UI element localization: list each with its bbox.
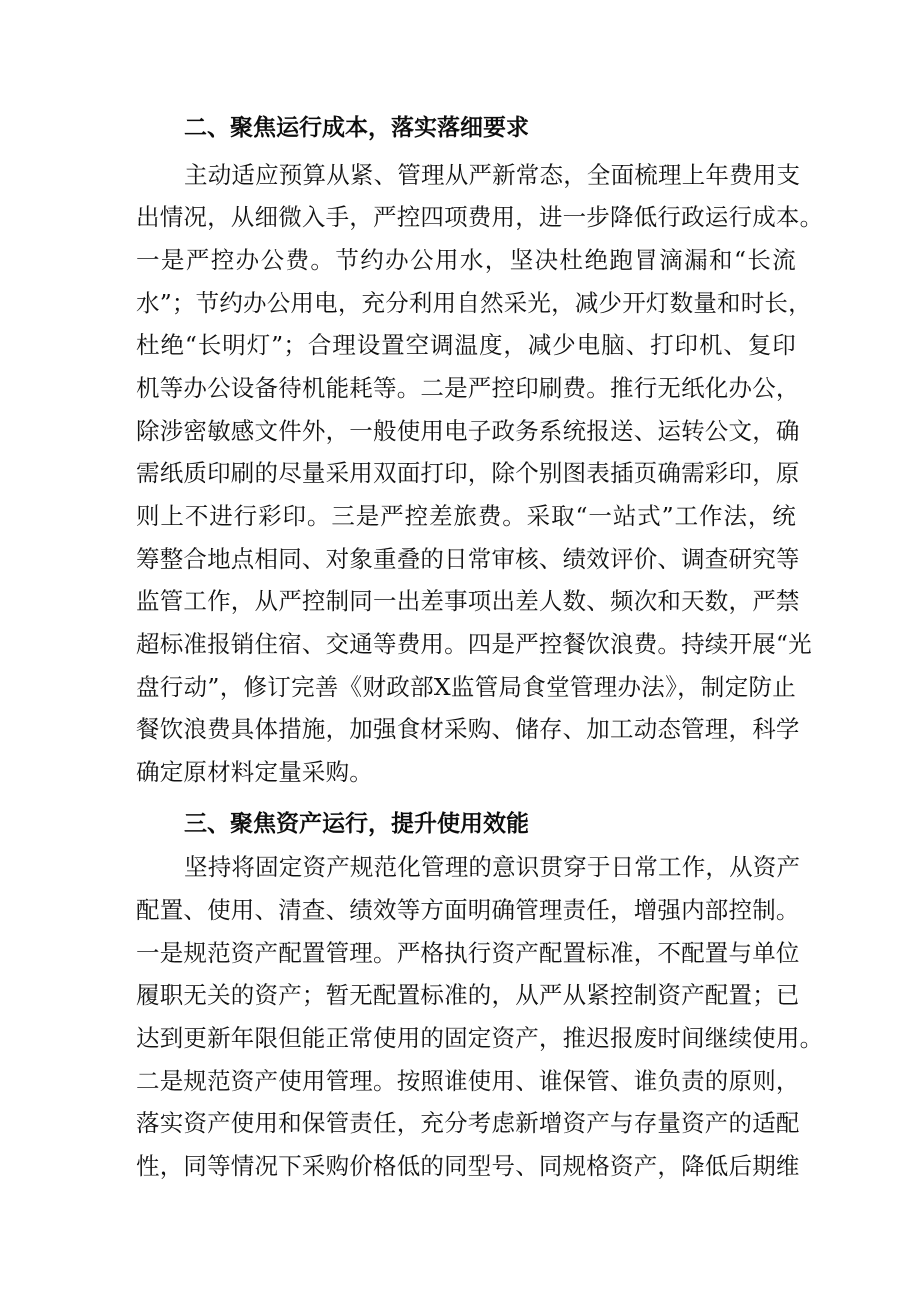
paragraph-line: 杜绝“长明灯”；合理设置空调温度，减少电脑、打印机、复印: [136, 331, 796, 359]
paragraph-line: 达到更新年限但能正常使用的固定资产，推迟报废时间继续使用。: [136, 1024, 824, 1052]
paragraph-line: 主动适应预算从紧、管理从严新常态，全面梳理上年费用支: [184, 161, 801, 189]
section-heading-2: 二、聚焦运行成本，落实落细要求: [184, 115, 529, 141]
paragraph-line: 水”；节约办公用电，充分利用自然采光，减少开灯数量和时长，: [136, 289, 812, 317]
paragraph-line: 出情况，从细微入手，严控四项费用，进一步降低行政运行成本。: [136, 203, 824, 231]
paragraph-line: 盘行动”，修订完善《财政部X监管局食堂管理办法》，制定防止: [136, 673, 796, 701]
paragraph-line: 除涉密敏感文件外，一般使用电子政务系统报送、运转公文，确: [136, 417, 800, 445]
paragraph-line: 坚持将固定资产规范化管理的意识贯穿于日常工作，从资产: [184, 853, 801, 881]
paragraph-line: 超标准报销住宿、交通等费用。四是严控餐饮浪费。持续开展“光: [136, 630, 812, 658]
paragraph-line: 需纸质印刷的尽量采用双面打印，除个别图表插页确需彩印，原: [136, 459, 800, 487]
paragraph-line: 履职无关的资产；暂无配置标准的，从严从紧控制资产配置；已: [136, 981, 800, 1009]
paragraph-line: 性，同等情况下采购价格低的同型号、同规格资产，降低后期维: [136, 1152, 800, 1180]
paragraph-line: 一是严控办公费。节约办公用水，坚决杜绝跑冒滴漏和“长流: [136, 246, 796, 274]
paragraph-line: 筹整合地点相同、对象重叠的日常审核、绩效评价、调查研究等: [136, 545, 800, 573]
paragraph-line: 二是规范资产使用管理。按照谁使用、谁保管、谁负责的原则，: [136, 1067, 800, 1095]
paragraph-line: 落实资产使用和保管责任，充分考虑新增资产与存量资产的适配: [136, 1109, 800, 1137]
paragraph-line: 监管工作，从严控制同一出差事项出差人数、频次和天数，严禁: [136, 587, 800, 615]
paragraph-line: 确定原材料定量采购。: [136, 758, 373, 786]
section-heading-3: 三、聚焦资产运行，提升使用效能: [184, 811, 529, 837]
paragraph-line: 一是规范资产配置管理。严格执行资产配置标准，不配置与单位: [136, 939, 800, 967]
paragraph-line: 机等办公设备待机能耗等。二是严控印刷费。推行无纸化办公，: [136, 374, 800, 402]
paragraph-line: 配置、使用、清查、绩效等方面明确管理责任，增强内部控制。: [136, 896, 800, 924]
paragraph-line: 餐饮浪费具体措施，加强食材采购、储存、加工动态管理，科学: [136, 715, 800, 743]
paragraph-line: 则上不进行彩印。三是严控差旅费。采取“一站式”工作法，统: [136, 502, 796, 530]
